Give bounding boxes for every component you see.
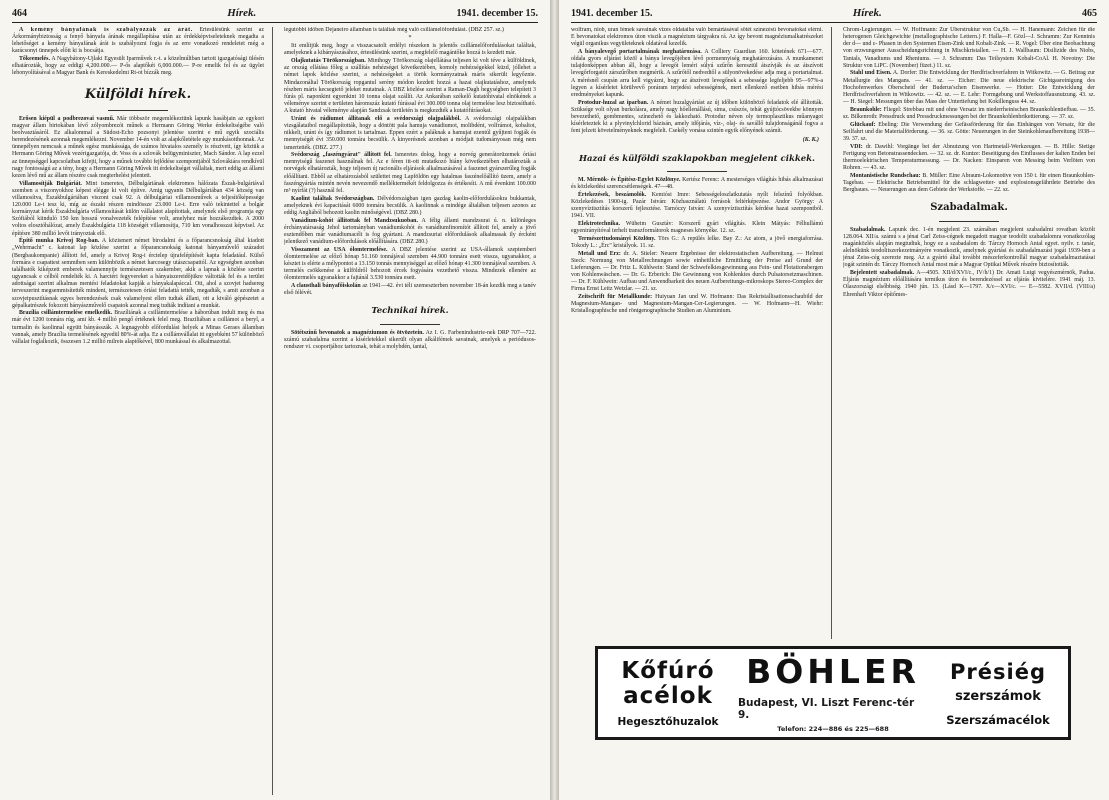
header-rule <box>12 22 538 23</box>
article-body: A Colliery Guardian 160. kötetének 671—677. oldala gyors eljárást közöl a bánya levegőjében lévő pormennyiség meghatározására. A munkamenet tulajdonképpen abban áll, hogy a levegőt leméri súlyú szűrőn keresztül átszívják és az átszívott levegőrforgatót zárszűrőben megmérik. A szűrőtől nedvedtől a sülyonövekedése adja meg a portartalmat. A mérésnél csupán arra kell vigyázni, hogy az átszívott levegőnek a sebessége legfeljebb 95—97%-a legyen a kísérletet körülvevő poráram terjedési sebességének, mert ellenkező esetben hibás mérési eredményeket kapunk. <box>571 48 823 98</box>
article-body: Kemiósi Imre: Sebességeloszlatkutatás nyílt felszínű folyókban. Közlekedéses 1900-ig. Pazár István: Közhasználatú források feltérképezése. Andor György: A szenyvíztisztítás korszerű fejlesztése. Tarnóczy István: A szenyvíztisztítás kérdése hazai szempontból. 1941. VII. <box>571 191 823 220</box>
ad-right-sub: Szerszámacélok <box>946 712 1050 727</box>
article-headline: A clausthali bányafőiskolán <box>291 282 361 289</box>
article-headline: A bányalevegő portartalmának meghatározása. <box>578 48 702 55</box>
article-body: Értesülésünk szerint az Árkormánybiztosság a fenyő bányafa árának megállapítása után az érdekképviseleteknek megadta a lehetőséget a kemény bányafának árát is szabályozni fogja és az erre vonatkozó rendeletet még a karácsonyi ünnepek előtt ki is bocsátja. <box>12 27 264 55</box>
ad-center-block <box>738 649 928 737</box>
section-heading-szabadalmak: Szabadalmak. <box>930 202 1008 214</box>
section-divider <box>939 221 999 222</box>
right-column-2 <box>843 27 1095 639</box>
article-body: wolfram, niob, uran fémek savainak vizes oldataiba való bemártásával sötét színezésű bevonatokat elérni. E bevonatokat elektromos úton viszik a magnézium tárgyakra rá. Az így bevont magnéziumalkatrészeket végül organikus vegyületeknek oldatával kezelik. <box>571 27 823 48</box>
article-headline: Szabadalmak. <box>850 226 886 233</box>
article-headline: Svédország „faszéngyárat" állított fel. <box>291 152 392 159</box>
article-body: Már többször megemlékeztünk lapunk hasábjain az egykori magyar állam birtokában lévő zólyombrezói műnek a Hermann Göring Werke érdekeltségébe való beolvasztásáról. Ez alkalommal a Südost-Echo pozsonyi jelentése szerint e mű egyik szociális berendezésének azonnak megemlékezni. November 14-én volt az alapkőletétele egy munkásotthonnak. Az ünnepélyen nemcsak a műnek egész munkássága, de számos hivatalos személy is résztvett, így köztük a Hermann Göring Művek vezérigazgatója, dr. Voss és a szlovák belügyminiszter, Mach Sándor. A lap ezzel az ünnepséggel kapcsolatban kifejti, hogy a műnek további fejlődése szempontjából Szlovákiára rendkívül nagy fontosságú az a tény, hogy a Hermann Göring Művek itt érdekeltséget vállaltak, mert eddig az állami kezen lévő mű az állam részére csak megterhelést jelentett. <box>12 115 264 179</box>
article-body: dr. Dawihl: Vorgänge bei der Abnutzung von Hartmetall-Werkzeugen. — B. Hille: Stetige Fertigung von Betonstrassendecken. — 32. sz. dr. Kuntze: Beseitigung des Einflusses der kalten Enden bei thermoelektrischen Temperaturmessung. — Dr. Nacken: Einsparen von Messing beim Verlöten von Rohren. — 43. sz. <box>843 143 1095 171</box>
right-column-1 <box>571 27 823 639</box>
section-divider <box>667 171 727 172</box>
article-body: B. Müller: Eine Abraum-Lokomotive von 150 t. für einen Braunkohlen-Tagebau. — Elektrische Betriebsmittel für die schlagwetter- und explosionsgefährdete Betriebe des Bergbaues. — Neuerungen aus dem Gebiete der Werkstoffe. — 22. sz. <box>843 172 1095 193</box>
section-heading-technikai: Technikai hírek. <box>371 306 449 317</box>
ad-left-sub: Hegesztőhuzalok <box>617 715 719 728</box>
section-divider <box>108 110 168 111</box>
issue-date: 1941. december 15. <box>456 7 538 19</box>
bohler-advertisement <box>595 646 1071 740</box>
article-headline: Kaolint találtak Svédországban. <box>291 195 375 202</box>
article-body: Wüheim Gusztáv: Korszerű gyári világítás. Klein Mátyás: Félhullámú egyenirányítóval terhelt transzformátorok magneses környéke. 12. sz. <box>571 220 823 235</box>
header-rule <box>571 22 1097 23</box>
left-column-1 <box>12 27 264 795</box>
article-body: A Nagybátony-Ujlaki Egyesült Iparművek r.-t. a közelmúltban tartott igazgatósági ülésén elhatározták, hogy az eddigi 4,200.000.— P-ős alaptőkét 6,000.000.— P-re emelik fel és az ügylet lebonyolításával a Magyar Bank és Kereskedelmi Rt-ot bízzák meg. <box>12 56 264 77</box>
article-headline: Értekezések, beszámolók. <box>578 191 647 198</box>
right-page <box>559 0 1109 800</box>
article-body: Törs G.: A repülés lelke. Bay Z.: Az atom, a jövő energiaforrása. Tokody L.: „Érc" kristályok. 11. sz. <box>571 235 823 249</box>
right-page-header <box>571 6 1097 20</box>
article-body: A svédországi olajpalákban vizsgálataibol megállapították, hogy a döntött pala hamuja vanádiumot, molibdént, volfrámot, kobaltot, nikkelt, uránt és így rádiumot is tartalmaz. Éppen ezért a paláknak a hamujat ezentúl gyűjteni fogják és mennyiségét évi 350.000 tonnára becsülik. A kinyerésnek azonban a módjait tudományosan még nem ismertették. (DBZ. 277.) <box>284 115 536 151</box>
binding-gutter <box>550 0 559 800</box>
article-body: A német huzalgyártást az új időben különböző feladatok elé állították. Szüksége volt olyan burkolásra, amely nagy hőellenállású, sima, csúszós, tehát gyújtócsövekbe könnyen bevezethető, gombmentes, színezhető és lakkozható. Protodur néven oly termoplasztikus műanyagot kísérleteztek ki a plyvinylchlorid bázisán, amely időjárás, víz-, olaj- és savállő tulajdonságánál fogva a fent jelzett követelményeknek megfelelt. Csekély vonása szintén egyik előnyének számít. <box>571 99 823 135</box>
left-page-header <box>12 6 538 20</box>
article-headline: Erősen kiépül a podbrezovai vasmű. <box>19 115 115 122</box>
column-rule <box>831 27 832 639</box>
section-heading-kulfoldi: Külföldi hírek. <box>84 86 192 102</box>
article-body: Huiyuan Jan und W. Hofmann: Das Rekristallisationsschaubild der Magnesium-Mangan- und Magnesium-Mangan-Cer-Legierungen. — W. Hofmann—H. Wiehr: Kristallographische und röntgenographische Studien an Aluminium. <box>571 294 823 315</box>
article-headline: Vanádium-kohót állítottak fel Mandzsukuoban. <box>291 217 418 224</box>
article-headline: Sötétszínű bevonatok a magnéziumon és ötvözetein. <box>291 329 424 336</box>
section-divider <box>380 324 440 325</box>
ad-phone: Telefon: 224—886 és 225—688 <box>777 725 889 733</box>
article-body: Délvédországban igen gazdag kaolin-előfordulásokra bukkantak, amelyeknek évi kapacitását 6000 tonnára becsülik. A kaolinnak a mindége általában teljesen azonos az eddig Angliából behozott kaolin minőségével. (DBZ 280.) <box>284 195 536 216</box>
article-headline: Villamosítják Bulgáriát. <box>19 180 82 187</box>
page-number: 464 <box>12 7 27 19</box>
ad-right-line1: Présiég <box>950 659 1046 684</box>
article-headline: Tőkeemelés. <box>19 56 50 63</box>
article-body: Ebeling: Die Verwendung der Gefässförderung für das Einhängen von Versatz, für die Seilfahrt und die Materialförderung. — 36. sz. Götte: Neuerungen in der Steinkohlenaufbereitung 1938—39. 37. sz. <box>843 121 1095 142</box>
article-headline: Bejelentett szabadalmak. <box>850 270 915 277</box>
article-body: A. Dorfer: Die Entwicklung der Herdfrischverfahren in Witkowitz. — G. Beitrag zur Metallurgie des Mangans. — 41. sz. — Eicher: Die neue elektrische Gichtgasreinigung des Hochofenwerkes Oberscheid der Buderus'schen Eisenwerke. — Hotter: Die Entwicklung der Herdfrischverfahren in Witkowitz. — 42. sz. — E. Lehr: Formgebung und Werkstoffausnutzung. 43. sz. — H. Siegel: Messungen über das Mass der Untertiefung bei Kokillenguss 44. sz. <box>843 70 1095 106</box>
article-headline: Montanistische Rundschau: <box>850 172 921 179</box>
article-body: az 1941—42. évi téli szemeszterben november 18-án kezdik meg a tanév első félévét. <box>284 282 536 297</box>
ad-left-line1: Kőfúró <box>621 657 715 684</box>
article-body: Kertész Ferenc: A mesterséges világítás hibás alkalmazásai és közlekedési szerencsétlenségek. 47—48. <box>571 177 823 191</box>
separator-star: * <box>408 35 412 42</box>
article-body: Lapunk dec. 1-én megjelent 23. számában megjelent szabadalmi rovatban közölt 128.064. XII/a. számú s a jénai Carl Zeiss-cégnek megadott magyar teodolit szabadalomra vonatkozólag magánközlés alapján megtudtuk, hogy ez a szabadalom dr. Tárczy Hornoch Antal egyet. nyilv. r. tanár, alelnökünk teodolitszerkezetmányére vonatkozik, amelynek gyártási és szabadalmazási jogát 1939-ben a jénai Zeiss-cég szerezte meg. Az a gyártó által további mészeferkontrollál magyar szabadalmaztatásai jogát szintén dr. Tárczy Hornoch Antal most már a Magyar Optikai Művek részére biztosították. <box>843 226 1095 269</box>
page-number: 465 <box>1082 7 1097 19</box>
article-headline: Elektrotechnika. <box>578 220 620 227</box>
article-body: Fliegel: Strebbau mit und ohne Versatz im niederrheinischen Braunkohlentiefbau. — 35. sz. Bilkenroth: Pressdruck und Pressdruckmessungen bei der Braunkohlenbrikettierung. — 37. sz. <box>843 106 1095 120</box>
left-page <box>0 0 550 800</box>
article-headline: Visszament az USA ólomtermelése. <box>291 246 388 253</box>
article-body: Brazíliának a csillámtermelése a háborúban indult meg és ma már évi 1200 tonnára rúg, ami kb. 4 millió pengő értéknek felel meg. Braziliában a csillámot a beryl, a turmalin és kaolinnal együtt bányásszák. A legnagyobb előfordulási helyek a Minas Geraes államban vannak, amely Brazília termelésének egyedül 80%-át adja. Ez a csillámvállalat itt egyebként 57 különböző vállalat foglalkozik, összesen 1.2 millió milreis alaptőkével, 800 munkással és alkalmazottal. <box>12 310 264 345</box>
ad-brand-logo: BÖHLER <box>746 652 920 691</box>
article-body: Mint ismeretes, Délbulgáriának elektromos hálózata Észak-bulgáriával szemben a viszonyokhoz képest elégge ki volt építve. Amig ugyanis Délbulgáriában 434 község van villamosítva, Északbulgáriában viszont csak 92. A délbulgáriai villamosművek a teljesítőképessége 120.000 Le-t tesz ki, míg az északi részen mindössze 23.000 Le-t. Erre való tekintettel a bolgár kormányzat kérik Északbulgária villamosítását külön vállalatot alapítottak, amelynek első programja egy Szófiából kiinduló 150 km hosszú vonalvezeték felépítése volt, amelyhez már hozzákezdtek. A 2000 voltos elosztóhálózat, amely Északbulgária 118 községét villamosítja, 710 km vonalhosszat képvisel. Az építésre 380 millió levőt irányoztak elő. <box>12 180 264 237</box>
article-body: A közismert német birodalmi és a főparancsnokság által kiadott „Wehrmacht" c. katonai lap közlése szerint a főparancsnokság katonai bányaművelő századot (Bergbaukompanie) állított fel, amely a Krivoj Rog-i érctelep újrafelépítését kapta feladatául. Külső formára e csapattest semmiben sem különbözik a német harcosegy utászcsapattól. Az egységben azonban találhatók kiképzett emberek valamennyije természetesen szakember, akik a lapnak a közlése szerint ugyancsak e célból rendelték ki. A harctéri fegyvereket a bányaiszereidőjükre váltották fel és a terület adottságai szerint alkalmas mentési feladatokat kapják a bányakalapáccal. Ott, ahol a szovjet hadsereg terveszerint megsemmisítették mindent, természetesen óriási feladattá tették, megadták, s amit azonban a szovjetpusztításnak egyes berendezések csak valamelyest ellen tudtak állani, ott a kiváló gépészetet a gépalkatrészek fokozott bányászművelő csapatok azonnal meg tudták indítani a munkát. <box>12 238 264 309</box>
ad-address: Budapest, VI. Liszt Ferenc-tér 9. <box>738 697 915 721</box>
article-body: Itt említjük meg, hogy a visszacsatolt erdélyi részeken is jelentős csillámelőfordulásokat találtak, amelyeknek a kibányászásához, értesülésünk szerint, a megfelelő magántőke hozzá is kezdett már. <box>284 43 536 57</box>
column-rule <box>272 27 273 795</box>
article-headline: Stahl und Eisen. <box>850 70 892 77</box>
ad-left-block <box>598 649 738 737</box>
article-headline: Természettudományi Közlöny. <box>578 235 656 242</box>
article-headline: Építő munka Krivoj Rog-ban. <box>19 238 100 245</box>
article-body: dr. A. Stieler: Neuere Ergebnisse der elektrostatischen Aufbereitung. — Helmut Steck: Normung von Metallrechnungen sowie einheitliche Ermittlung der Preise auf Grund der Lieferungen. — Dr. Fritz L. Kühlwein: Stand der Schwefelkiesgewinnung aus Fein- und Flotationsbergen von Kohlenwäschen. — Dr. G. Erberich: Die Gewinnung von Kohlenkies durch Pulsatorsetzmaschinen. — Dr. F. Kühlwein: Aufbau und Anwendbarkeit des neuen Aufbereitungs-mikroskops Stereo-Complex der Firma Ernst Leitz Wetzlar. — 21. sz. <box>571 250 823 293</box>
section-title: Hírek. <box>852 7 882 19</box>
article-headline: M. Mérnök- és Építész-Egylet Közlönye. <box>578 177 681 183</box>
article-body: Az I. G. Farbenindustrie-nek DRP 707—722. számú szabadalma szerint a kísérletekkel sikerült olyan alkálifémek savainak, amelyek a periódusos-rendszer vi. csoportjához tartoznak, tehát a molybdén, tantal, <box>284 329 536 351</box>
ad-right-line2: szerszámok <box>955 688 1041 704</box>
section-heading-szaklapok: Hazai és külföldi szaklapokban megjelent cikkek. <box>578 153 815 164</box>
article-body: A félig állami mandzsurai ú. n. különleges ércbányatársaság Jehol tartományban vanádiumkohót és vanádiumfinomítót állított fel, amely a jövő esztendőben már vanádiumacélt is fog gyártani. A mandzsuriai előfordulások alkalmasak ily ércként jelentkező vanádium-előfordulások előállítására. (DBZ 280.) <box>284 217 536 246</box>
left-column-2 <box>284 27 536 795</box>
article-headline: Braunkohle: <box>850 106 882 113</box>
author-signature: (K. K.) <box>802 137 819 144</box>
issue-date: 1941. december 15. <box>571 7 653 19</box>
article-headline: Uránt és rádiumot állítanak elő a svédországi olajpalákból. <box>291 115 461 122</box>
article-headline: Glückauf: <box>850 121 876 128</box>
article-headline: Metall und Erz: <box>578 250 621 257</box>
article-body: Ismeretes dolog, hogy a norvég generátorüzemek óriási mennyiségű faszenet használnak fel. Az e féren itt-ott mutatkozó hiány következtében elhatározták a norvégek elhatározták, hogy teljesen új racionális eljárások alkalmazásával a faszenet gyárszerűleg fogják előállítani. Ebből az elhatározásból születtet meg Lapföldön egy hatalmas faszénelőállító üzem, amely a faszéngyártás mintén nevén nevezendő melléktermékét feldolgozza és értékesíti. A mű évenkint 100.000 m³ nyírfát (?) használ fel. <box>284 152 536 194</box>
article-body: A—4505. XII/d/XVI/c., IV/h/1) Dr. Amati Luigi vegyészmérnök, Padua. Eljárás magnézium előállítására termikus úton és berendezéssel az eljárás kivitelére. 1941 máj. 13. Olaszországi elsőbbség. 1940 jún. 13. (Lásd K—1797. X/c—XVI/c. — E—5582. XVII/d. (VIII/a) Ehrenhaft Viktor építőmes- <box>843 270 1095 298</box>
article-body: A DBZ jelentése szerint az USA-államok szeptemberi ólomtermelése az előző hónap 51.160 tonnájával szemben 44.900 tonnára esett vissza, ugyanakkor, a késztet is elérte a mélypontot a 13.150 tonnás mennyiséggel az előző hónap 41.300 tonnájával szemben. A termelés csökkenése a külföldről behozott ércek fogyására vezethető vissza. Mindezek ellenére az ólomtermelés ugyanakkor a fajtánál 3.530 tonnára esett. <box>284 246 536 282</box>
article-headline: Zeitschrift für Metallkunde: <box>578 294 653 300</box>
article-headline: Olajkutatás Törökországban. <box>291 58 366 65</box>
article-body: legutóbbi időben Dejaneiro államban is találtak még való csillámelőfordulást. (DBZ 257. sz.) <box>284 27 504 33</box>
ad-right-block <box>928 649 1068 737</box>
section-title: Hírek. <box>227 7 257 19</box>
article-body: Chrom-Legierungen. — W. Hoffmann: Zur Überstruktur von Cu₃Sb. — H. Hanemann: Zeichen für die heterogenen Gleichgewichte (metallographische Lettern.) F. Halla—F. Gözl—J. Schramm: Zur Kenntnis der d— und ε- Phasen in den Systemen Eisen-Zink und Kobalt-Zink. — R. Vogel: Über eine Beobachtung von erzwungener Ausscheidungsrichtung in Mischkristallen. — H. J. Wallbaum: Disilizide des Niobs, Tantals, Vanadiums und Rheniums. — J. Schramm: Das Teilsystem Kobalt-CoAl. H. Novotny: Die Struktur von LiPC. (November) füzet.) 11. sz. <box>843 27 1095 69</box>
article-body: Minthogy Törökország olajellátása teljesen ki volt téve a külföldinek, az ország ellátása főleg a szállítás nehézségei következtében, komoly nehézségekkel küzd, jóllehet a német lapok közlése szerint, a nehézségeket a török kormányzatnak máris sikerült legyőznie. Mindazonáltal Törökország ropgantul serény módon kezdett hozzá a hazai olajkutatáshoz, amelynek részben máris kecsegtető jeleket mutatnak. A DBZ közlése szerint a Raman-Dagh hegységben telepített 3 fúrás pl. naponkint egyenkint 10 tonna olajat szállít. Az Ankarában székelő kutatóhivatal elnökének a véleménye szerint e területen háromszáz kutató fúrással évi 300.000 tonna olaj termelése lesz biztosítható. A kutató hivatal véleménye alapján Sandzsak területén is megkezdték a kutatófúrásokat. <box>284 58 536 115</box>
article-headline: Protodur-huzal az iparban. <box>578 99 649 106</box>
article-headline: VDI: <box>850 143 863 150</box>
ad-left-line2: acélok <box>623 682 713 709</box>
article-headline: Brazília csillámtermelése emelkedik. <box>19 310 113 317</box>
article-headline: A kemény bányafának is szabályozzák az árát. <box>19 27 193 33</box>
